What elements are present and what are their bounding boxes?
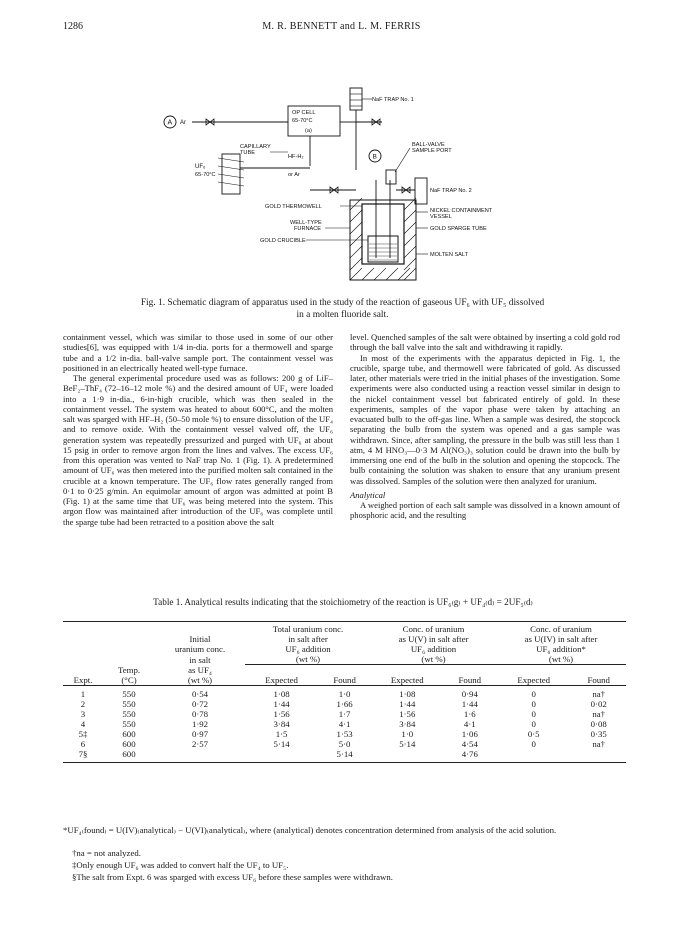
table-cell: 0·5 <box>527 728 540 739</box>
table-cell: 1·7 <box>338 708 351 719</box>
results-table <box>63 621 626 763</box>
table-cell: 6 <box>80 738 86 749</box>
footnote: ‡Only enough UF₆ was added to convert half the UF₄ to UF₅. <box>72 860 289 870</box>
table-cell: 4·1 <box>463 718 476 729</box>
header-expt: Expt. <box>73 674 93 685</box>
header-conc4-3: UF₆ addition* <box>536 644 586 654</box>
paragraph: containment vessel, which was similar to those used in some of our other studies[6], was equipped with 1/4 in-dia. ports for a thermowell and sparge tube and a 1/2 in-dia. ball-valve sample port. The containment vessel was positioned in an electrically heated well-type furnace. <box>63 332 333 373</box>
table-cell: 2 <box>80 698 86 709</box>
header-conc5-1: Conc. of uranium <box>402 624 465 634</box>
table-cell: 0·54 <box>191 688 209 699</box>
table-cell: 1·53 <box>336 728 353 739</box>
table-cell: 0·94 <box>461 688 478 699</box>
uf6-temp-label: 65-70°C <box>195 172 216 178</box>
gold-crucible <box>368 236 398 262</box>
table-row <box>63 739 626 749</box>
header-total-4: (wt %) <box>295 654 321 664</box>
paragraph: level. Quenched samples of the salt were obtained by inserting a cold gold rod through the ball valve into the salt and withdrawing it rapidly. <box>350 332 620 353</box>
table-row <box>63 729 626 739</box>
table-cell: 5·14 <box>336 748 353 759</box>
table-cell <box>571 749 626 759</box>
table-cell: 550 <box>122 718 136 729</box>
header-total-3: UF₆ addition <box>285 644 331 654</box>
footnote: §The salt from Expt. 6 was sparged with excess UF₆ before these samples were withdrawn. <box>72 872 393 882</box>
figure-caption-line1: Fig. 1. Schematic diagram of apparatus used in the study of the reaction of gaseous UF₆ with UF₅ dissolved <box>140 298 545 308</box>
header-conc5-3: UF₆ addition <box>410 644 457 654</box>
table-cell: 0 <box>531 738 536 749</box>
header-found: Found <box>587 674 610 685</box>
table-caption: Table 1. Analytical results indicating that the stoichiometry of the reaction is UF₆₍g₎ + UF₄₍d₎ = 2UF₅₍d₎ <box>153 597 533 607</box>
table-cell: 1·5 <box>275 728 288 739</box>
header-init-4: as UF₄ <box>188 664 212 675</box>
gold-thermowell-label: GOLD THERMOWELL <box>265 204 322 210</box>
table-cell: 0·02 <box>590 698 607 709</box>
header-conc4-4: (wt %) <box>548 654 574 664</box>
table-cell: 0·97 <box>191 728 209 739</box>
point-b-label: B <box>372 153 377 161</box>
naf-trap-2-label: NaF TRAP No. 2 <box>430 188 472 194</box>
header-init-5: (wt %) <box>187 674 213 685</box>
header-init-2: uranium conc. <box>174 644 226 654</box>
table-cell: 4·54 <box>461 738 478 749</box>
figure-caption <box>70 297 615 321</box>
table-cell: 550 <box>122 688 136 699</box>
table-row <box>63 709 626 719</box>
gold-crucible-label: GOLD CRUCIBLE <box>260 238 306 244</box>
apparatus-schematic <box>110 40 570 285</box>
table-cell: 1·66 <box>336 698 353 709</box>
table-cell: 7§ <box>78 748 88 759</box>
sample-port-label: SAMPLE PORT <box>412 148 452 154</box>
table-cell: 600 <box>122 728 136 739</box>
table-cell: 5‡ <box>78 728 88 739</box>
table-cell: 1·0 <box>338 688 351 699</box>
table-cell: 1·06 <box>461 728 478 739</box>
right-column <box>350 332 620 521</box>
table-cell: 0 <box>531 718 536 729</box>
op-cell-label: OP CELL <box>292 110 316 116</box>
table-cell: 1·44 <box>461 698 478 709</box>
furnace-label-2: FURNACE <box>294 226 322 232</box>
table-cell: 5·14 <box>399 738 416 749</box>
table-row <box>63 699 626 709</box>
uf6-label: UF₆ <box>195 164 206 170</box>
sparge-tube-label: GOLD SPARGE TUBE <box>430 226 487 232</box>
table-cell: 4·1 <box>338 718 351 729</box>
table-cell: 1·44 <box>273 698 290 709</box>
figure-caption-line2: in a molten fluoride salt. <box>296 310 389 320</box>
nickel-vessel-label-2: VESSEL <box>430 214 452 220</box>
header-init-1: Initial <box>189 634 211 644</box>
table-cell: 1·6 <box>463 708 476 719</box>
op-cell-temp: 65-70°C <box>292 118 313 124</box>
header-conc4-1: Conc. of uranium <box>530 624 592 634</box>
header-found: Found <box>333 674 356 685</box>
paragraph: A weighed portion of each salt sample was dissolved in a known amount of phosphoric acid, and the resulting <box>350 500 620 521</box>
table-cell: 600 <box>122 738 136 749</box>
table-cell <box>496 749 571 759</box>
table-cell: 550 <box>122 708 136 719</box>
running-header-authors: M. R. BENNETT and L. M. FERRIS <box>262 21 421 32</box>
paragraph: The general experimental procedure used was as follows: 200 g of LiF–BeF₂–ThF₄ (72–16–12 mole %) and the desired amount of UF₄ were loaded into a 1·9 in-dia., 6-in-high crucible, which was then sealed in the containment vessel. The system was heated to about 600°C, and the molten salt was sparged with HF–H₂ (50–50 mole %) to ensure dissolution of the UF₄ and to remove oxide. With the containment vessel valved off, the UF₆ generation system was repeatedly pressurized and purged with UF₆ at about 15 psig in order to remove argon from the lines and valves. The excess UF₆ from this operation was vented to NaF trap No. 1 (Fig. 1). A predetermined amount of UF₆ was then metered into the purified molten salt contained in the crucible at a known temperature. The UF₆ flow rates generally ranged from 0·1 to 0·25 g/min. An equimolar amount of argon was admitted at point B (Fig. 1) at the same time that UF₆ was being metered into the system. This argon flow was maintained after introduction of the UF₆ was complete until the sparge tube had been retracted to a position above the salt <box>63 373 333 527</box>
paragraph: In most of the experiments with the apparatus depicted in Fig. 1, the crucible, sparge tube, and thermowell were fabricated of gold. As discussed later, other materials were tried in the initial phases of the investigation. Some experiments were also conducted using a reaction vessel similar in design to the nickel containment vessel but fabricated entirely of gold. In these experiments, samples of the vapor phase were taken by attaching an evacuated bulb to the off-gas line. When a sample was desired, the stopcock separating the bulb from the system was opened and a gas sample was withdrawn. Since, after sampling, the pressure in the bulb was still less than 1 atm, 4 M HNO₃—0·3 M Al(NO₃)₃ solution could be drawn into the bulb by immersing one end of the bulb in the solution and opening the stopcock. The bulb containing the solution was shaken to ensure that any uranium present was dissolved. Samples of the solution were then analyzed for uranium. <box>350 352 620 486</box>
table-cell: na† <box>592 688 606 699</box>
table-cell: 3·84 <box>399 718 416 729</box>
nickel-vessel-label: NICKEL CONTAINMENT <box>430 208 493 214</box>
hf-h2-label: HF-H₂ <box>288 154 304 160</box>
table-cell: 1·56 <box>273 708 290 719</box>
table-cell: na† <box>592 738 606 749</box>
footnote: *UF₄₍found₎ = U(IV)₍analytical₎ − U(VI)₍analytical₎, where (analytical) denotes concentration determined from analysis of the acid solution. <box>63 825 557 835</box>
table-cell: 4 <box>80 718 86 729</box>
header-temp-1: Temp. <box>117 664 141 675</box>
table-cell <box>155 749 245 759</box>
table-cell: 600 <box>122 748 136 759</box>
table-cell: 1·08 <box>273 688 290 699</box>
header-expected: Expected <box>517 674 551 685</box>
table-cell: na† <box>592 708 606 719</box>
argon-circle-label: A <box>167 119 173 127</box>
capillary-label-2: TUBE <box>240 150 255 156</box>
table-cell: 1·44 <box>399 698 416 709</box>
table-cell: 0 <box>531 688 536 699</box>
table-cell: 4·76 <box>461 748 478 759</box>
section-heading: Analytical <box>350 489 386 500</box>
table-cell: 1·56 <box>399 708 416 719</box>
op-cell-point-a: (a) <box>305 128 312 134</box>
table-row <box>63 749 626 759</box>
table-cell: 3·84 <box>273 718 290 729</box>
ball-valve-label: BALL-VALVE <box>412 142 445 148</box>
table-cell: 1·08 <box>399 688 416 699</box>
table-row <box>63 719 626 729</box>
naf-trap-1-label: NaF TRAP No. 1 <box>372 97 414 103</box>
table-cell: 3 <box>80 708 86 719</box>
table-cell: 0·35 <box>590 728 607 739</box>
argon-label: Ar <box>180 120 186 126</box>
table-cell: 1·0 <box>401 728 414 739</box>
header-expected: Expected <box>390 674 424 685</box>
table-cell: 1·92 <box>191 718 209 729</box>
page-number: 1286 <box>63 21 83 32</box>
header-conc5-2: as U(V) in salt after <box>398 634 469 644</box>
table-cell: 0 <box>531 708 536 719</box>
header-init-3: in salt <box>189 654 211 665</box>
table-cell <box>245 749 318 759</box>
table-cell: 5·0 <box>338 738 351 749</box>
table-cell: 2·57 <box>191 738 209 749</box>
table-cell: 550 <box>122 698 136 709</box>
header-temp-2: (°C) <box>121 674 137 685</box>
table-cell: 1 <box>80 688 86 699</box>
header-found: Found <box>458 674 482 685</box>
header-expected: Expected <box>265 674 298 685</box>
left-column <box>63 332 333 527</box>
table-row <box>63 689 626 699</box>
footnote: †na = not analyzed. <box>72 848 141 858</box>
capillary-label: CAPILLARY <box>240 144 271 150</box>
header-conc5-4: (wt %) <box>421 654 446 664</box>
header-total-2: in salt after <box>288 634 328 644</box>
table-cell: 0·08 <box>590 718 607 729</box>
table-cell <box>371 749 444 759</box>
header-total-1: Total uranium conc. <box>272 624 344 634</box>
furnace-label: WELL-TYPE <box>290 220 322 226</box>
table-cell: 0·78 <box>191 708 209 719</box>
table-cell: 0 <box>531 698 536 709</box>
table-cell: 5·14 <box>273 738 290 749</box>
header-conc4-2: as U(IV) in salt after <box>524 634 598 644</box>
or-ar-label: or Ar <box>288 172 300 178</box>
molten-salt-label: MOLTEN SALT <box>430 252 469 258</box>
table-cell: 0·72 <box>191 698 209 709</box>
